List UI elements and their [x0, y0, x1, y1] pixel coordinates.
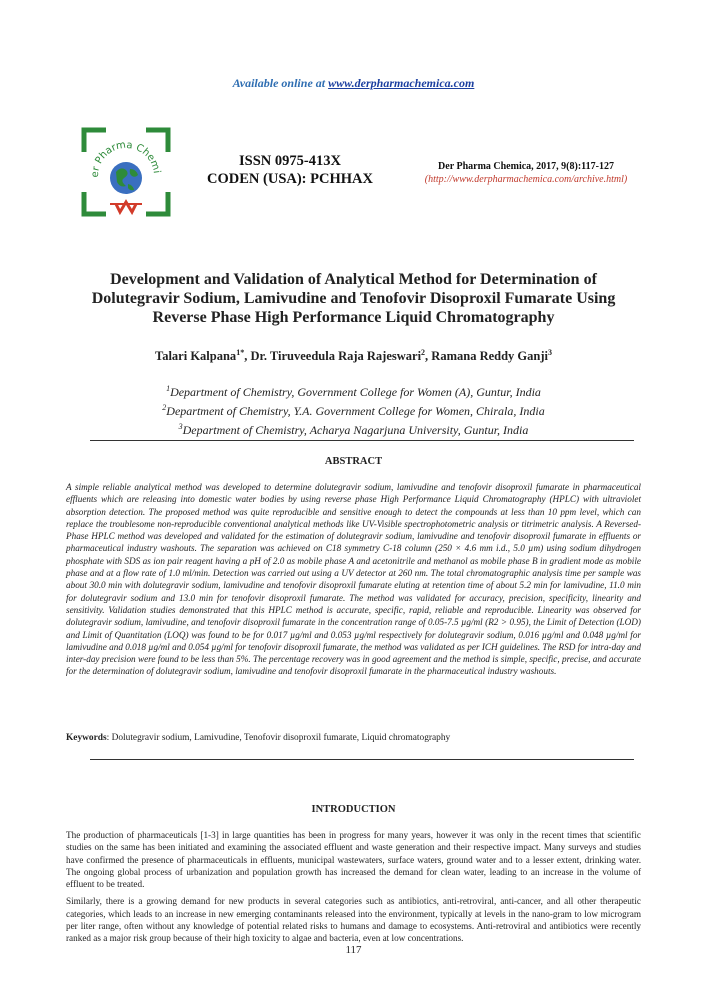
- author-name: Ramana Reddy Ganji: [431, 349, 548, 364]
- journal-citation-block: [396, 160, 656, 186]
- introduction-body: [66, 829, 641, 950]
- issn-block: [190, 152, 390, 188]
- keywords: [66, 733, 641, 743]
- abstract-text: A simple reliable analytical method was developed to determine dolutegravir sodium, lamivudine and tenofovir disoproxil fumarate in pharmaceutical effluents which are releasing into domestic water bodies by using reverse phase High Performance Liquid Chromatography (HPLC) with ultraviolet absorption detection. The proposed method was quite reproducible and sensitive enough to detect the compounds at less than 10 ppm level, which can replace the troublesome non-reproducible conventional analytical methods like UV-Visible spectrophotometric analysis or titrimetric analysis. A Reversed-Phase HPLC method was developed and validated for the estimation of dolutegravir sodium, lamivudine and tenofovir disoproxil fumarate in effluents or pharmaceutical industry washouts. The separation was achieved on C18 symmetry C-18 column (250 × 4.6 mm i.d., 5.0 µm) using sodium dihydrogen phosphate with SDS as ion pair reagent having a pH of 2.0 as mobile phase A and acetonitrile and methanol as mobile phase B in gradient mode as mobile phase and at a flow rate of 1.0 ml/min. Detection was carried out using a UV detector at 260 nm. The total chromatographic analysis time per sample was about 30.0 min with dolutegravir sodium, lamivudine and tenofovir disoproxil fumarate eluting at retention time of about 5.2 min for lamivudine, 11.0 min for dolutegravir sodium and 13.0 min for tenofovir disoproxil fumarate. The method was validated for accuracy, precision, specificity, linearity and sensitivity. Validation studies demonstrated that this HPLC method is accurate, specific, rapid, reliable and reproducible. Linearity was observed for dolutegravir sodium, lamivudine, and tenofovir disoproxil fumarate in the concentration range of 0.05-7.5 µg/ml (R2 > 0.95), the Limit of Detection (LOD) and Limit of Quantitation (LOQ) was found to be for 0.017 µg/ml and 0.053 µg/ml respectively for dolutegravir sodium, 0.016 µg/ml and 0.048 µg/ml for lamivudine and 0.018 µg/ml and 0.054 µg/ml for tenofovir disoproxil fumarate, the method was validated as per ICH guidelines. The RSD for intra-day and inter-day precision were found to be less than 5%. The percentage recovery was in good agreement and the method is simple, specific, precise, and accurate for the determination of dolutegravir sodium, lamivudine and tenofovir disoproxil fumarate in the pharmaceutical industry washouts.: [66, 482, 641, 677]
- affiliation-line: $^2$Department of Chemistry, Y.A. Government College for Women, Chirala, India: [162, 403, 545, 418]
- divider: [90, 759, 634, 760]
- coden: CODEN (USA): PCHHAX: [207, 171, 373, 187]
- archive-url[interactable]: (http://www.derpharmachemica.com/archive.html): [424, 174, 628, 185]
- keywords-label: Keywords: [66, 733, 107, 743]
- author-list: Talari Kalpana$^{1*}$, Dr. Tiruveedula Raja Rajeswari$^2$, Ramana Reddy Ganji$^3$: [155, 348, 552, 364]
- affiliation-line: $^1$Department of Chemistry, Government College for Women (A), Guntur, India: [166, 384, 541, 399]
- divider: [90, 440, 634, 441]
- affiliations: [0, 381, 707, 438]
- page-number: 117: [345, 944, 362, 956]
- journal-logo: [78, 124, 174, 220]
- paragraph: Similarly, there is a growing demand for new products in several categories such as antibiotics, anti-retroviral, anti-cancer, and all other therapeutic categories, which leads to an increase in new emerging contaminants released into the environment, typically at levels in the nano-gram to low microgram per liter range, often without any knowledge of potential related risks to humans and damage to ecosystems. Anti-retroviral and antibiotics were recently ranked as a major risk group because of their high toxicity to algae and bacteria, even at low concentrations.: [66, 896, 641, 944]
- title-line: Dolutegravir Sodium, Lamivudine and Tenofovir Disoproxil Fumarate Using: [91, 290, 616, 307]
- journal-website-link[interactable]: www.derpharmachemica.com: [328, 76, 475, 90]
- abstract-heading: ABSTRACT: [324, 456, 383, 467]
- author-name: Talari Kalpana: [155, 349, 237, 364]
- title-line: Development and Validation of Analytical Method for Determination of: [110, 271, 597, 288]
- title-line: Reverse Phase High Performance Liquid Chromatography: [152, 309, 555, 326]
- author-affiliation-mark: 2: [421, 348, 426, 357]
- author-affiliation-mark: 1*: [236, 348, 245, 357]
- availability-line: [0, 76, 707, 91]
- author-affiliation-mark: 3: [547, 348, 552, 357]
- author-name: Dr. Tiruveedula Raja Rajeswari: [250, 349, 422, 364]
- issn: ISSN 0975-413X: [239, 153, 341, 169]
- introduction-heading: INTRODUCTION: [311, 804, 396, 815]
- affiliation-line: $^3$Department of Chemistry, Acharya Nagarjuna University, Guntur, India: [178, 422, 529, 437]
- logo-text: er Pharma Chemi: [89, 139, 162, 178]
- available-prefix: Available online at: [232, 76, 329, 90]
- paper-title: [50, 270, 657, 327]
- journal-citation: Der Pharma Chemica, 2017, 9(8):117-127: [438, 161, 614, 172]
- keywords-text: : Dolutegravir sodium, Lamivudine, Tenofovir disoproxil fumarate, Liquid chromatography: [106, 733, 451, 743]
- paragraph: The production of pharmaceuticals [1-3] in large quantities has been in progress for many years, however it was only in the recent times that scientific studies on the same has been initiated and examining the associated effluent and waste generation and their respective impact. Many surveys and studies have confirmed the presence of pharmaceuticals in effluents, municipal wastewaters, surface waters, ground water and to a lesser extent, drinking water. The ongoing global process of urbanization and population growth has increased the demand for clean water, leading to an increase in the volume of effluent to be treated.: [66, 830, 641, 890]
- logo-graphic: [78, 124, 174, 220]
